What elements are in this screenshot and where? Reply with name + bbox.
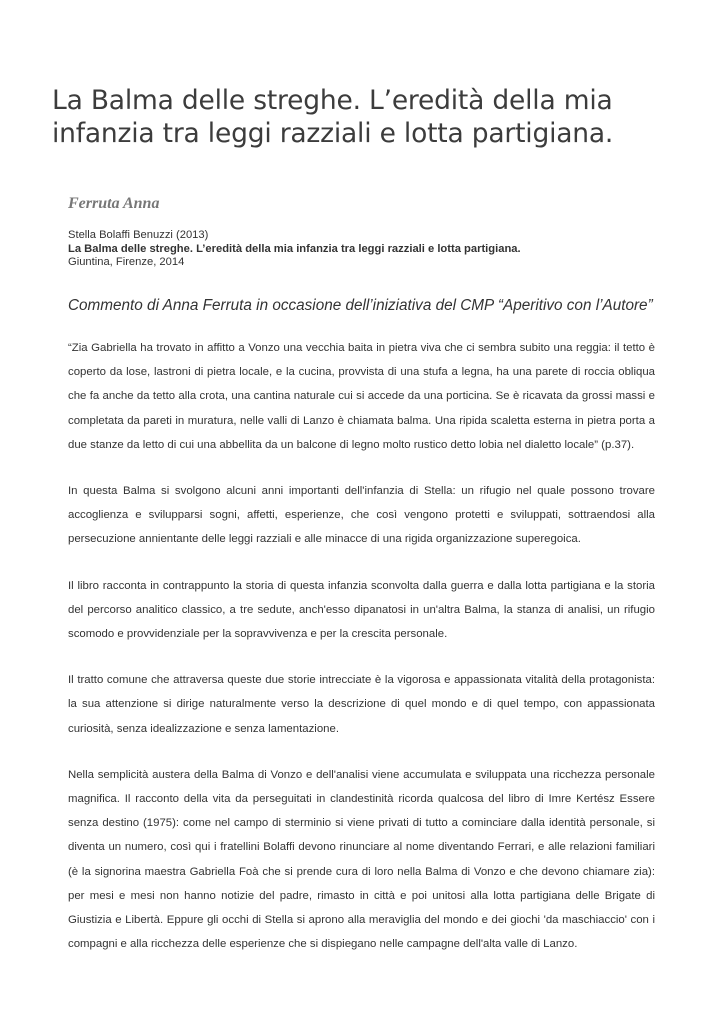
paragraph: Nella semplicità austera della Balma di Vonzo e dell'analisi viene accumulata e sviluppata una ricchezza personale magnifica. Il racconto della vita da perseguitati in clandestinità ricorda qualcosa del libro di Imre Kertész Essere senza destino (1975): come nel campo di sterminio si viene privati di tutto a cominciare dalla identità personale, si diventa un numero, così qui i fratellini Bolaffi devono rinunciare al nome diventando Ferrari, e alle relazioni familiari (è la signorina maestra Gabriella Foà che si prende cura di loro nella Balma di Vonzo e che devono chiamare zia): per mesi e mesi non hanno notizie del padre, rimasto in città e poi unitosi alla lotta partigiana delle Brigate di Giustizia e Libertà. Eppure gli occhi di Stella si aprono alla meraviglia del mondo e dei giochi 'da maschiaccio' con i compagni e alla ricchezza delle esperienze che si dispiegano nelle campagne dell'alta valle di Lanzo.	[68, 768, 655, 951]
book-title: La Balma delle streghe. L’eredità della mia infanzia tra leggi razziali e lotta partigiana.	[68, 242, 521, 255]
article-author: Ferruta Anna	[68, 195, 160, 212]
paragraph: Il libro racconta in contrappunto la storia di questa infanzia sconvolta dalla guerra e dalla lotta partigiana e la storia del percorso analitico classico, a tre sedute, anch'esso dipanatosi in un'altra Balma, la stanza di analisi, un rifugio scomodo e provvidenziale per la sopravvivenza e per la crescita personale.	[68, 579, 655, 641]
book-author-year: Stella Bolaffi Benuzzi (2013)	[68, 229, 209, 241]
article-body	[68, 336, 655, 978]
comment-heading: Commento di Anna Ferruta in occasione dell’iniziativa del CMP “Aperitivo con l’Autore”	[68, 297, 653, 314]
paragraph: In questa Balma si svolgono alcuni anni importanti dell'infanzia di Stella: un rifugio nel quale possono trovare accoglienza e svilupparsi sogni, affetti, esperienze, che così vengono protetti e sviluppati, sottraendosi alla persecuzione annientante delle leggi razziali e alle minacce di una rigida organizzazione superegoica.	[68, 485, 655, 546]
book-reference	[68, 229, 668, 270]
paragraph: Il tratto comune che attraversa queste due storie intrecciate è la vigorosa e appassionata vitalità della protagonista: la sua attenzione si dirige naturalmente verso la descrizione di quel mondo e di quel tempo, con appassionata curiosità, senza idealizzazione e senza lamentazione.	[68, 674, 655, 735]
paragraph: “Zia Gabriella ha trovato in affitto a Vonzo una vecchia baita in pietra viva che ci sembra subito una reggia: il tetto è coperto da lose, lastroni di pietra locale, e la cucina, provvista di una stufa a legna, ha una parete di roccia obliqua che fa anche da tetto alla crota, una cantina naturale cui si accede da una porticina. Se è ricavata da grossi massi e completata da pareti in muratura, nelle valli di Lanzo è chiamata balma. Una ripida scaletta esterna in pietra porta a due stanze da letto di cui una abbellita da un balcone di legno molto rustico detto lobia nel dialetto locale” (p.37).	[68, 342, 655, 451]
book-publisher: Giuntina, Firenze, 2014	[68, 256, 185, 268]
page-title: La Balma delle streghe. L’eredità della mia infanzia tra leggi razziali e lotta partigiana.	[52, 85, 614, 149]
